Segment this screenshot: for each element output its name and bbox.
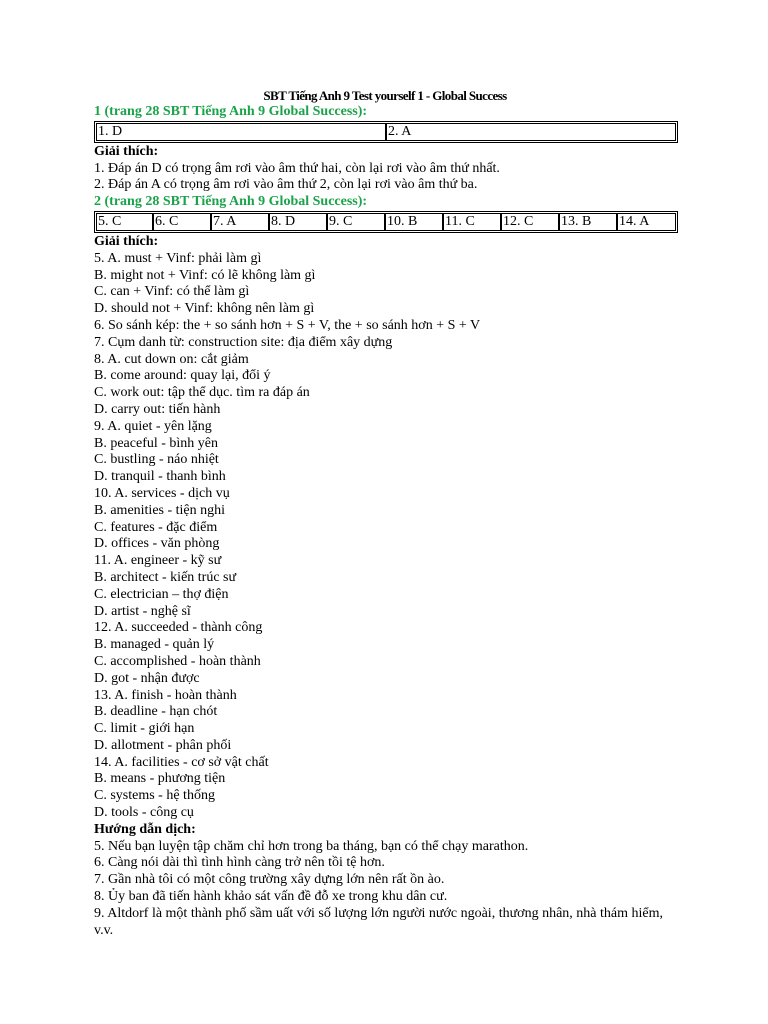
translation-line: 8. Ủy ban đã tiến hành khảo sát vấn đề đỗ xe trong khu dân cư.	[94, 889, 448, 905]
explanation-line: 2. Đáp án A có trọng âm rơi vào âm thứ 2, còn lại rơi vào âm thứ ba.	[94, 177, 478, 193]
explanation-line: 11. A. engineer - kỹ sư	[94, 553, 222, 569]
explanation-line: C. systems - hệ thống	[94, 788, 215, 804]
answer-row	[96, 123, 676, 141]
document-title: SBT Tiếng Anh 9 Test yourself 1 - Global Success	[263, 88, 507, 103]
explanation-line: 7. Cụm danh từ: construction site: địa điểm xây dựng	[94, 334, 393, 350]
answer-cell: 13. B	[558, 214, 616, 230]
section-1-answer-table	[94, 121, 678, 143]
explanation-line: 14. A. facilities - cơ sở vật chất	[94, 754, 269, 770]
explanation-line: 13. A. finish - hoàn thành	[94, 687, 237, 703]
answer-cell: 12. C	[500, 214, 558, 230]
explanation-line: C. limit - giới hạn	[94, 721, 195, 737]
explanation-line: B. managed - quản lý	[94, 637, 215, 653]
answer-row	[96, 213, 676, 231]
translate-label: Hướng dẫn dịch:	[94, 821, 196, 837]
explanation-line: B. means - phương tiện	[94, 771, 226, 787]
answer-cell: 6. C	[152, 214, 210, 230]
section-2-heading: 2 (trang 28 SBT Tiếng Anh 9 Global Success):	[94, 194, 368, 210]
explanation-line: B. come around: quay lại, đổi ý	[94, 368, 271, 384]
explanation-line: C. accomplished - hoàn thành	[94, 653, 261, 669]
explanation-line: B. peaceful - bình yên	[94, 435, 219, 451]
explanation-line: D. allotment - phân phối	[94, 737, 232, 753]
explanation-line: B. deadline - hạn chót	[94, 704, 218, 720]
explanation-line: D. should not + Vinf: không nên làm gì	[94, 301, 315, 317]
section-2-explain-label: Giải thích:	[94, 233, 159, 249]
explanation-line: D. tranquil - thanh bình	[94, 469, 226, 485]
answer-cell: 10. B	[384, 214, 442, 230]
explanation-line: C. work out: tập thể dục. tìm ra đáp án	[94, 385, 310, 401]
answer-cell: 1. D	[98, 123, 123, 139]
answer-cell: 7. A	[210, 214, 268, 230]
explanation-line: C. can + Vinf: có thể làm gì	[94, 284, 250, 300]
explanation-line: D. carry out: tiến hành	[94, 401, 221, 417]
explanation-line: D. got - nhận được	[94, 670, 200, 686]
section-2-answer-table	[94, 211, 678, 233]
translation-line: 7. Gần nhà tôi có một công trường xây dựng lớn nên rất ồn ào.	[94, 872, 445, 888]
answer-cell: 14. A	[616, 214, 675, 230]
answer-cell: 8. D	[268, 214, 326, 230]
answer-cell: 5. C	[98, 213, 122, 229]
explanation-list	[94, 251, 678, 822]
explanation-line: C. electrician – thợ điện	[94, 586, 229, 602]
explanation-line: 12. A. succeeded - thành công	[94, 620, 263, 636]
explanation-line: 9. A. quiet - yên lặng	[94, 418, 212, 434]
section-1-explain-label: Giải thích:	[94, 143, 159, 159]
answer-cell: 11. C	[442, 214, 500, 230]
answer-cell: 9. C	[326, 214, 384, 230]
explanation-line: D. offices - văn phòng	[94, 536, 220, 552]
document-page	[94, 88, 678, 939]
explanation-line: D. artist - nghệ sĩ	[94, 603, 191, 619]
translation-line: 9. Altdorf là một thành phố sầm uất với số lượng lớn người nước ngoài, thương nhân, nhà thám hiểm, v.v.	[94, 905, 663, 938]
translation-line: 6. Càng nói dài thì tình hình càng trở nên tồi tệ hơn.	[94, 855, 385, 871]
explanation-line: B. amenities - tiện nghi	[94, 502, 226, 518]
explanation-line: C. features - đặc điểm	[94, 519, 218, 535]
translation-line: 5. Nếu bạn luyện tập chăm chỉ hơn trong ba tháng, bạn có thể chạy marathon.	[94, 838, 529, 854]
explanation-line: 5. A. must + Vinf: phải làm gì	[94, 250, 262, 266]
explanation-line: B. might not + Vinf: có lẽ không làm gì	[94, 267, 316, 283]
explanation-line: 1. Đáp án D có trọng âm rơi vào âm thứ hai, còn lại rơi vào âm thứ nhất.	[94, 160, 500, 176]
answer-cell: 2. A	[385, 124, 675, 140]
explanation-line: C. bustling - náo nhiệt	[94, 452, 219, 468]
section-1-heading: 1 (trang 28 SBT Tiếng Anh 9 Global Success):	[94, 104, 368, 119]
explanation-line: 10. A. services - dịch vụ	[94, 485, 230, 501]
explanation-line: 8. A. cut down on: cắt giảm	[94, 351, 249, 367]
explanation-line: B. architect - kiến trúc sư	[94, 569, 237, 585]
explanation-line: D. tools - công cụ	[94, 805, 194, 821]
explanation-line: 6. So sánh kép: the + so sánh hơn + S + V, the + so sánh hơn + S + V	[94, 317, 481, 333]
translation-list	[94, 839, 678, 940]
